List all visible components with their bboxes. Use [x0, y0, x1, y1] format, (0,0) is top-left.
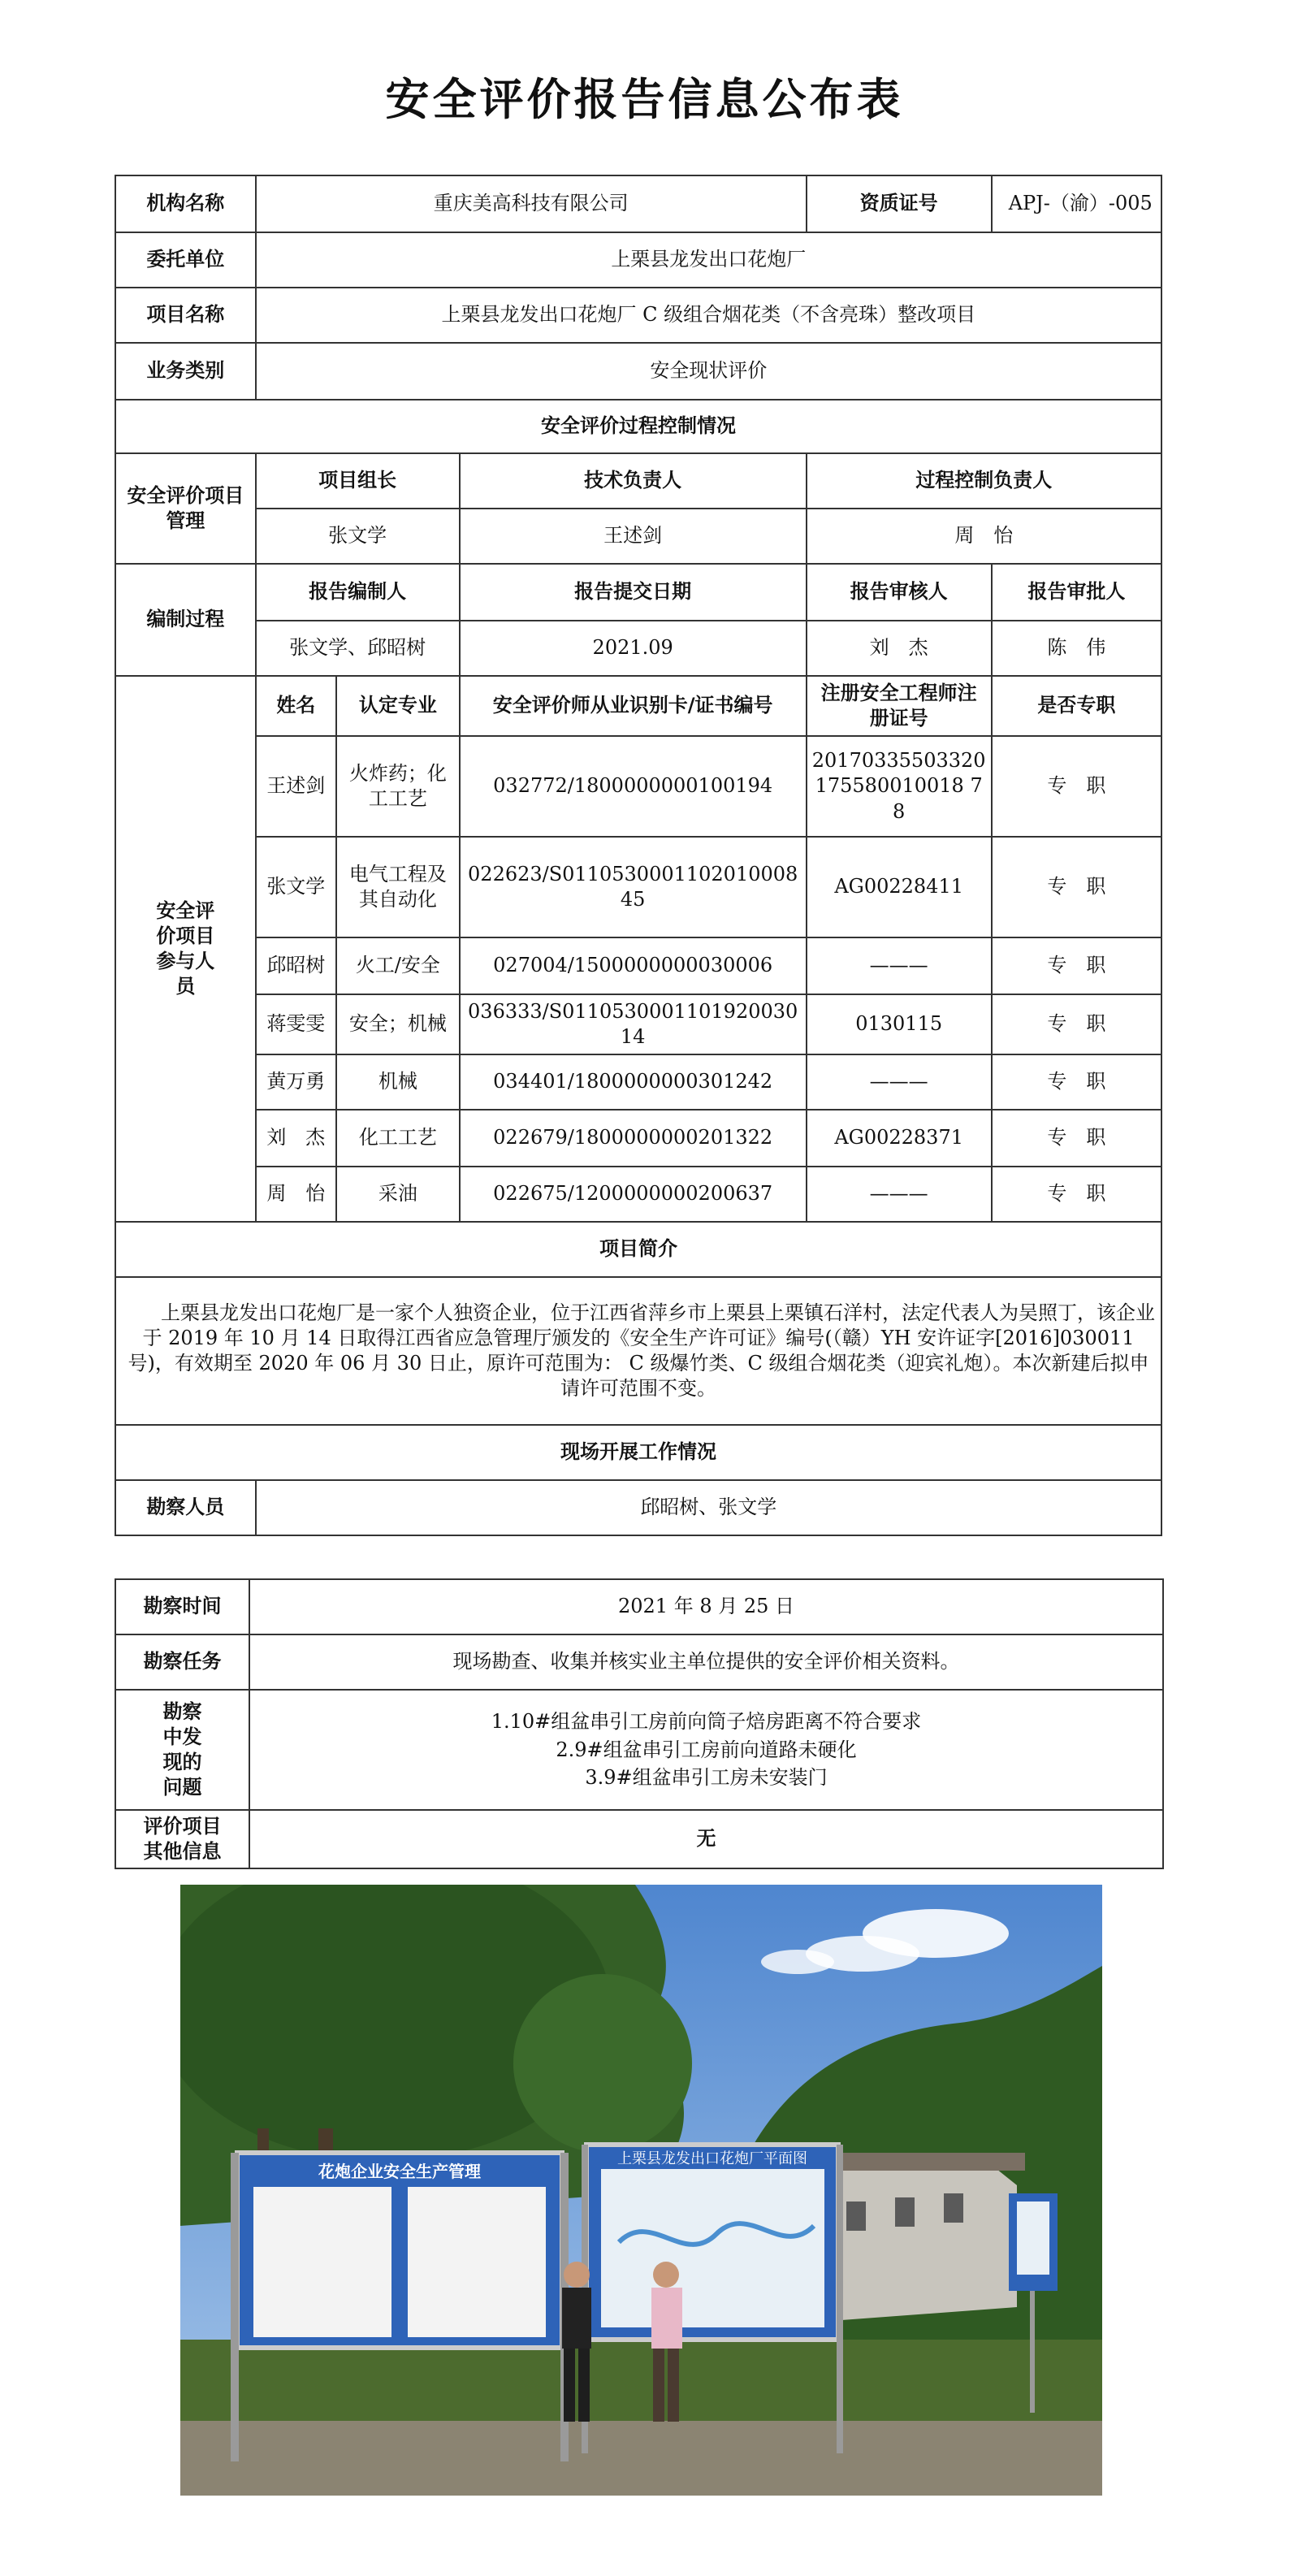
staff-card: 027004/1500000000030006: [460, 937, 807, 994]
sign-right-title: 上栗县龙发出口花炮厂平面图: [617, 2150, 807, 2167]
path: [180, 2421, 1102, 2496]
building-window: [846, 2202, 866, 2231]
intro-text: 上栗县龙发出口花炮厂是一家个人独资企业，位于江西省萍乡市上栗县上栗镇石洋村，法定代表人为吴照丁，该企业于 2019 年 10 月 14 日取得江西省应急管理厅颁发的《安全生产许可证》编号(（赣）YH 安许证字[2016]030011 号)，有效期至 2020 年 06 月 30 日止，原许可范围为： C 级爆竹类、C 级组合烟花类（迎宾礼炮）。本次新建后拟申请许可范围不变。: [115, 1277, 1161, 1425]
mgmt-header-process: 过程控制负责人: [807, 453, 1161, 509]
page-title: 安全评价报告信息公布表: [385, 74, 904, 125]
staff-name: 周 怡: [256, 1167, 336, 1222]
table-row: [115, 937, 1161, 994]
site-photo: [180, 1885, 1102, 2496]
staff-name: 蒋雯雯: [256, 994, 336, 1054]
mgmt-leader: 张文学: [256, 509, 460, 564]
staff-reg: ———: [807, 1167, 992, 1222]
project-label: 项目名称: [115, 288, 256, 343]
list-item: 1.10#组盆串引工房前向筒子焙房距离不符合要求: [491, 1709, 922, 1733]
project-value: 上栗县龙发出口花炮厂 C 级组合烟花类（不含亮珠）整改项目: [256, 288, 1161, 343]
staff-reg: AG00228411: [807, 837, 992, 937]
staff-card: 022675/1200000000200637: [460, 1167, 807, 1222]
table-row: [115, 736, 1161, 837]
staff-header-card: 安全评价师从业识别卡/证书编号: [460, 676, 807, 736]
table-row: [115, 1167, 1161, 1222]
staff-reg: AG00228371: [807, 1110, 992, 1167]
table-row: [115, 994, 1161, 1054]
client-label: 委托单位: [115, 232, 256, 288]
list-item: 2.9#组盆串引工房前向道路未硬化: [556, 1738, 857, 1761]
staff-name: 王述剑: [256, 736, 336, 837]
staff-card: 032772/1800000000100194: [460, 736, 807, 837]
staff-card: 022623/S011053000110201000845: [460, 837, 807, 937]
staff-card: 036333/S011053000110192003014: [460, 994, 807, 1054]
process-section-title: 安全评价过程控制情况: [115, 400, 1161, 453]
staff-reg: 0130115: [807, 994, 992, 1054]
staff-major: 安全；机械: [336, 994, 460, 1054]
cert-label: 资质证号: [807, 175, 992, 232]
business-label: 业务类别: [115, 343, 256, 400]
staff-name: 张文学: [256, 837, 336, 937]
staff-card: 022679/1800000000201322: [460, 1110, 807, 1167]
staff-name: 刘 杰: [256, 1110, 336, 1167]
survey-time-label: 勘察时间: [115, 1579, 249, 1634]
staff-name: 黄万勇: [256, 1054, 336, 1110]
mgmt-header-leader: 项目组长: [256, 453, 460, 509]
mgmt-header-tech: 技术负责人: [460, 453, 807, 509]
staff-header-reg: 注册安全工程师注册证号: [807, 676, 992, 736]
survey-time: 2021 年 8 月 25 日: [249, 1579, 1163, 1634]
staff-fulltime: 专 职: [992, 994, 1161, 1054]
business-value: 安全现状评价: [256, 343, 1161, 400]
compile-label: 编制过程: [115, 564, 256, 676]
staff-name: 邱昭树: [256, 937, 336, 994]
staff-fulltime: 专 职: [992, 736, 1161, 837]
staff-fulltime: 专 职: [992, 1110, 1161, 1167]
survey-task-label: 勘察任务: [115, 1634, 249, 1690]
management-label: 安全评价项目管理: [115, 453, 256, 564]
compile-author: 张文学、邱昭树: [256, 621, 460, 676]
intro-section-title: 项目简介: [115, 1222, 1161, 1277]
staff-major: 火炸药；化工工艺: [336, 736, 460, 837]
staff-major: 火工/安全: [336, 937, 460, 994]
site-photo-illustration: [180, 1885, 1102, 2496]
tree-canopy: [513, 1974, 692, 2153]
staff-fulltime: 专 职: [992, 937, 1161, 994]
staff-major: 电气工程及其自动化: [336, 837, 460, 937]
survey-task: 现场勘查、收集并核实业主单位提供的安全评价相关资料。: [249, 1634, 1163, 1690]
staff-reg: ———: [807, 1054, 992, 1110]
staff-major: 机械: [336, 1054, 460, 1110]
compile-date: 2021.09: [460, 621, 807, 676]
compile-header-date: 报告提交日期: [460, 564, 807, 621]
compile-approver: 陈 伟: [992, 621, 1161, 676]
staff-label: 安全评价项目参与人员: [115, 676, 256, 1222]
issues-label: 勘察中发现的问题: [115, 1690, 249, 1810]
staff-fulltime: 专 职: [992, 1054, 1161, 1110]
building-window: [895, 2197, 915, 2227]
list-item: 3.9#组盆串引工房未安装门: [585, 1766, 828, 1790]
mgmt-tech: 王述剑: [460, 509, 807, 564]
mgmt-process: 周 怡: [807, 509, 1161, 564]
client-value: 上栗县龙发出口花炮厂: [256, 232, 1161, 288]
staff-header-major: 认定专业: [336, 676, 460, 736]
survey-table: [115, 1578, 1164, 1869]
info-table: [115, 175, 1162, 1536]
cert-number: APJ-（渝）-005: [992, 175, 1161, 232]
field-section-title: 现场开展工作情况: [115, 1425, 1161, 1480]
table-row: [115, 1110, 1161, 1167]
other-info-label: 评价项目其他信息: [115, 1810, 249, 1868]
other-info-value: 无: [249, 1810, 1163, 1868]
compile-header-author: 报告编制人: [256, 564, 460, 621]
staff-reg: ———: [807, 937, 992, 994]
staff-major: 采油: [336, 1167, 460, 1222]
staff-card: 034401/1800000000301242: [460, 1054, 807, 1110]
staff-header-name: 姓名: [256, 676, 336, 736]
staff-reg: 20170335503320175580010018 78: [807, 736, 992, 837]
table-row: [115, 837, 1161, 937]
compile-header-approver: 报告审批人: [992, 564, 1161, 621]
staff-fulltime: 专 职: [992, 837, 1161, 937]
compile-header-reviewer: 报告审核人: [807, 564, 992, 621]
compile-reviewer: 刘 杰: [807, 621, 992, 676]
sign-left-title: 花炮企业安全生产管理: [318, 2162, 481, 2181]
org-name-label: 机构名称: [115, 175, 256, 232]
building-window: [944, 2193, 963, 2223]
staff-major: 化工工艺: [336, 1110, 460, 1167]
surveyors-value: 邱昭树、张文学: [256, 1480, 1161, 1535]
org-name: 重庆美高科技有限公司: [256, 175, 807, 232]
cloud: [761, 1950, 834, 1974]
staff-header-fulltime: 是否专职: [992, 676, 1161, 736]
staff-fulltime: 专 职: [992, 1167, 1161, 1222]
issues-list: [249, 1690, 1163, 1810]
table-row: [115, 1054, 1161, 1110]
surveyors-label: 勘察人员: [115, 1480, 256, 1535]
